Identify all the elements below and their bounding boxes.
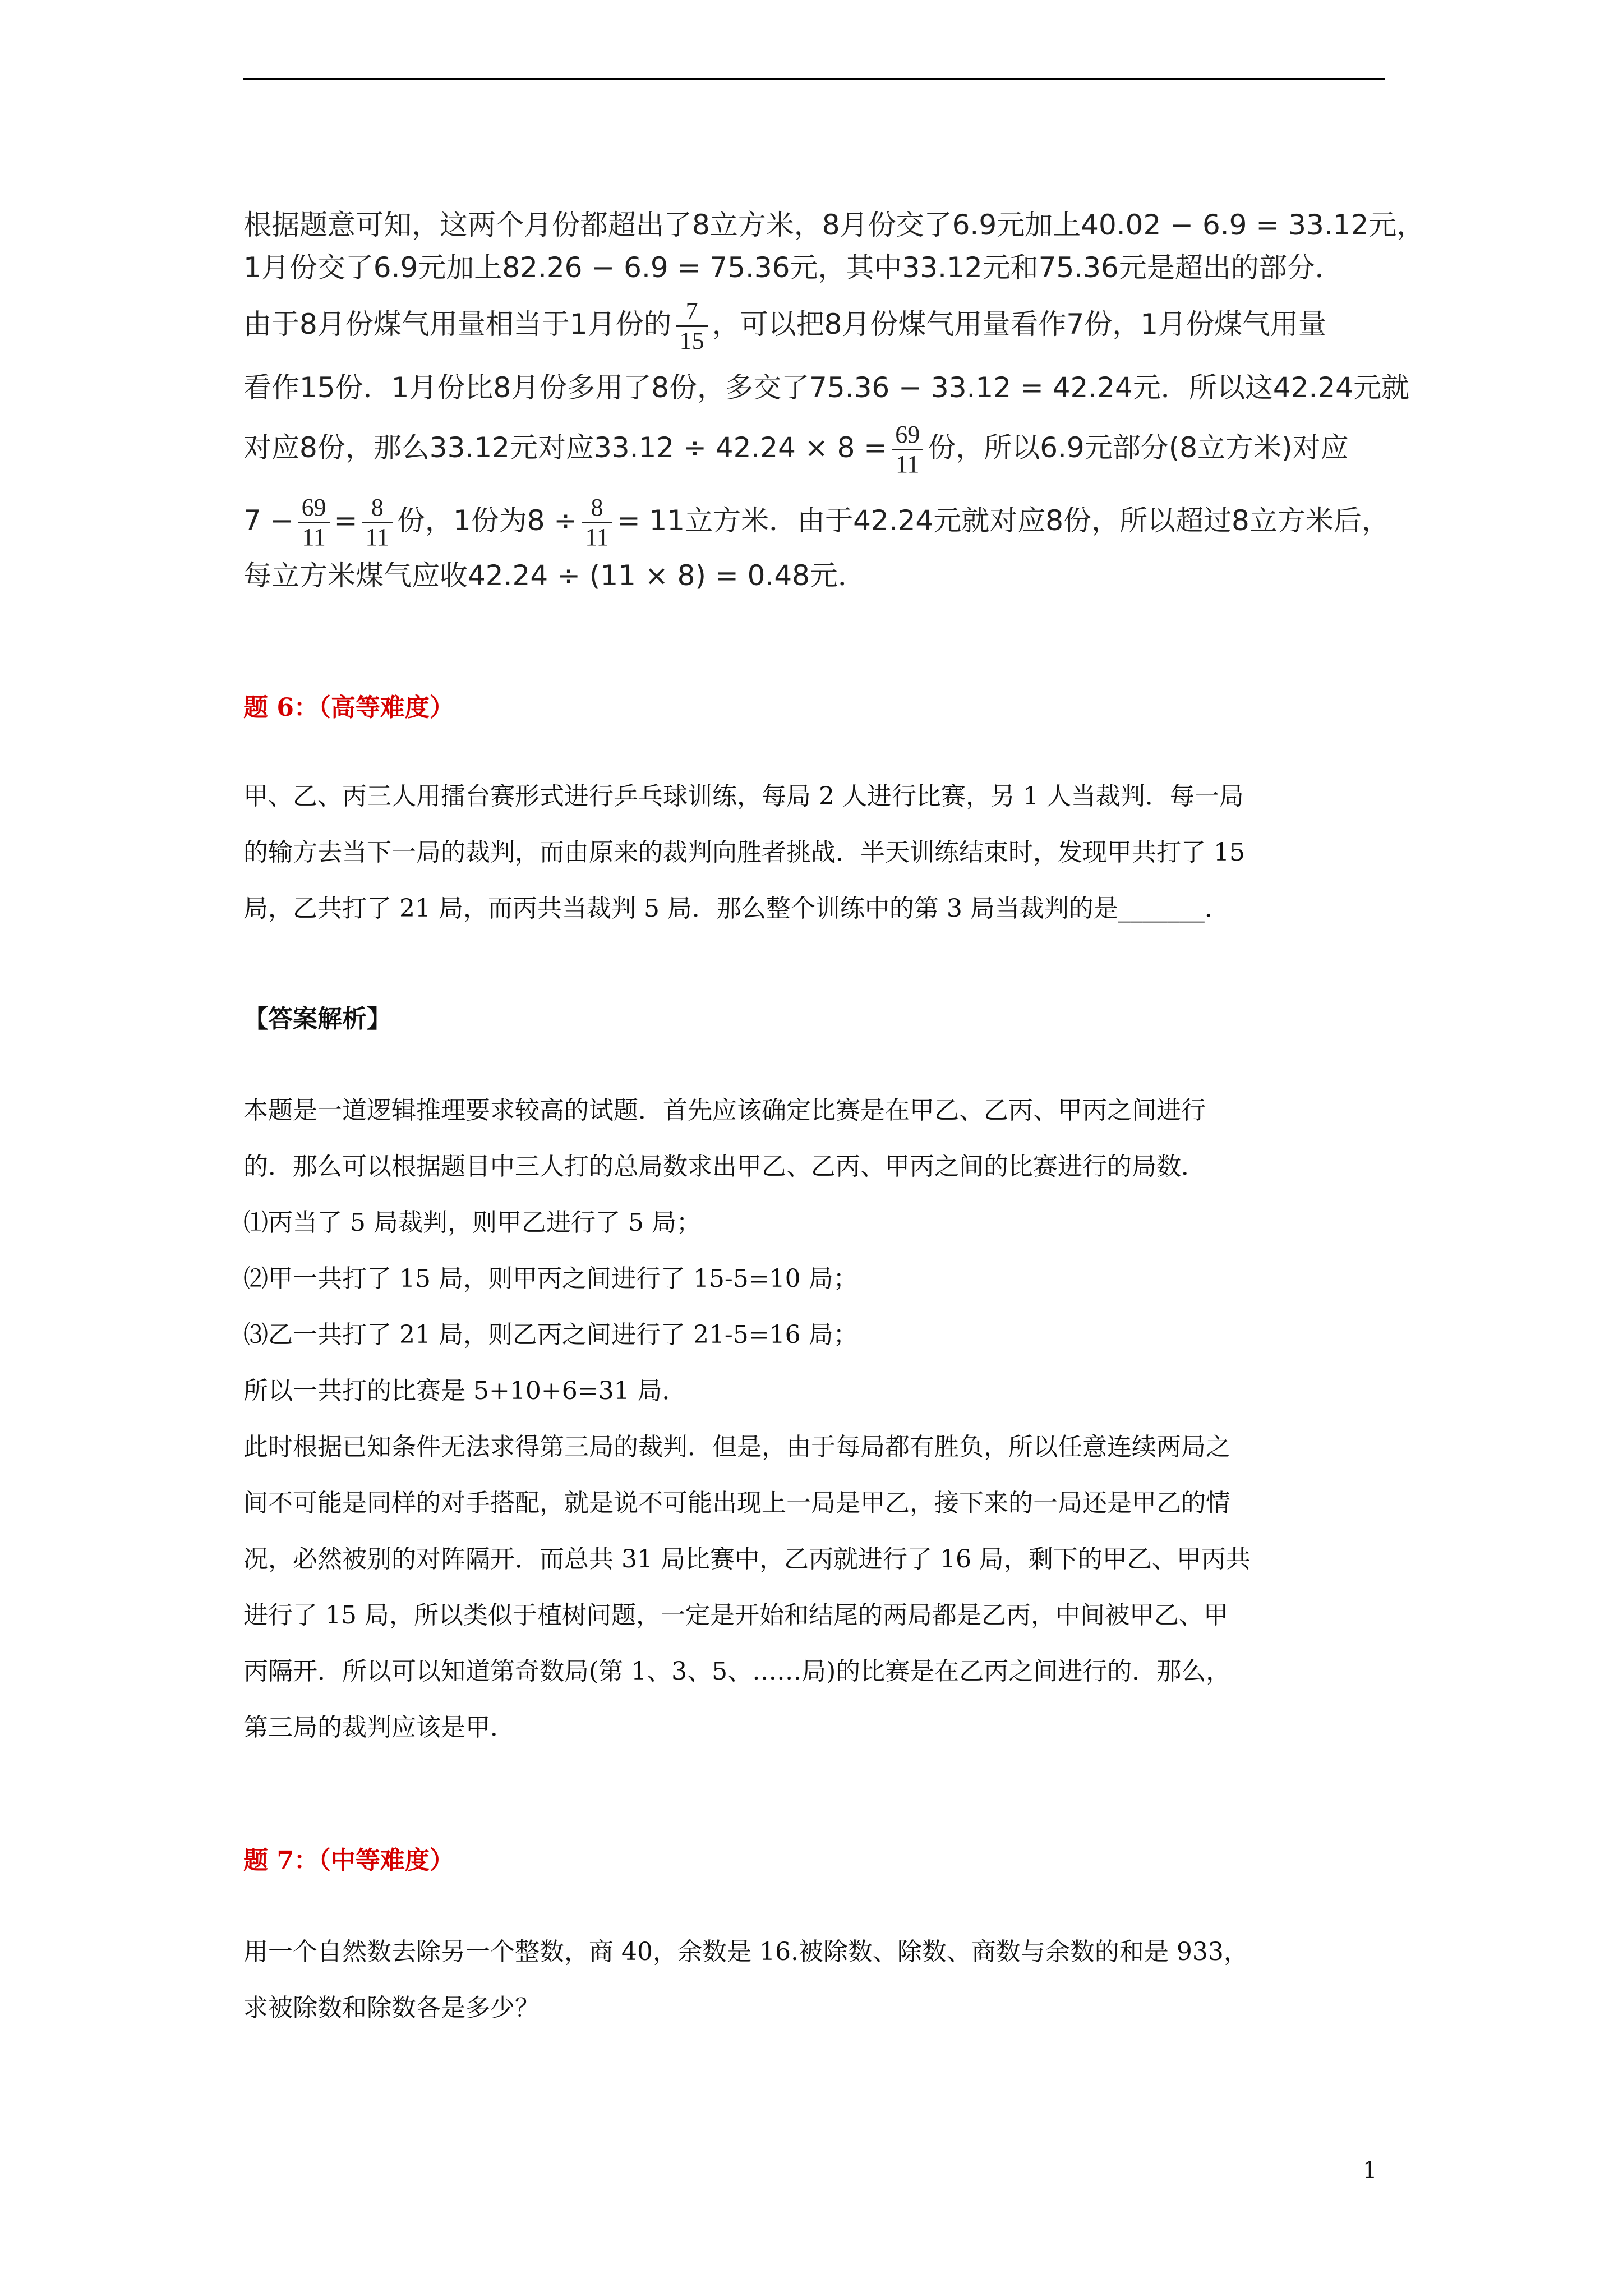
solution-line-3-text-b: ，可以把8月份煤气用量看作7份，1月份煤气用量	[712, 308, 1327, 341]
answer-analysis-label: 【答案解析】	[243, 1005, 391, 1033]
fraction-7-15	[676, 297, 708, 355]
answer-line: ⑴丙当了 5 局裁判，则甲乙进行了 5 局；	[243, 1208, 701, 1237]
question-6-line: 的输方去当下一局的裁判，而由原来的裁判向胜者挑战．半天训练结束时，发现甲共打了 15	[243, 838, 1245, 867]
fraction-numerator: 8	[582, 494, 612, 523]
question-7-heading: 题 7：（中等难度）	[243, 1846, 454, 1875]
answer-line: 进行了 15 局，所以类似于植树问题，一定是开始和结尾的两局都是乙丙，中间被甲乙、甲	[243, 1601, 1228, 1630]
solution-line-6-text-c: 份，1份为8 ÷	[396, 504, 578, 537]
answer-line: ⑶乙一共打了 21 局，则乙丙之间进行了 21-5=16 局；	[243, 1320, 858, 1349]
answer-line: 本题是一道逻辑推理要求较高的试题．首先应该确定比赛是在甲乙、乙丙、甲丙之间进行	[243, 1096, 1206, 1125]
question-6-body	[243, 769, 1387, 937]
fraction-denominator: 11	[365, 523, 389, 551]
answer-line: 丙隔开．所以可以知道第奇数局(第 1、3、5、……局)的比赛是在乙丙之间进行的．那么，	[243, 1657, 1231, 1686]
question-7-body	[243, 1924, 1387, 2036]
solution-line-6-text-d: = 11立方米．由于42.24元就对应8份，所以超过8立方米后，	[616, 504, 1390, 537]
solution-line-3-text-a: 由于8月份煤气用量相当于1月份的	[243, 308, 672, 341]
solution-line-2: 1月份交了6.9元加上82.26 − 6.9 = 75.36元，其中33.12元和75.36元是超出的部分．	[243, 251, 1343, 284]
fraction-numerator: 7	[676, 297, 708, 327]
question-6-answer	[243, 1083, 1387, 1756]
solution-line-4: 看作15份．1月份比8月份多用了8份，多交了75.36 − 33.12 = 42.24元．所以这42.24元就	[243, 371, 1409, 404]
fraction-69-11	[892, 421, 923, 478]
fraction-denominator: 11	[585, 523, 609, 551]
fraction-denominator: 11	[896, 450, 920, 478]
answer-line: ⑵甲一共打了 15 局，则甲丙之间进行了 15-5=10 局；	[243, 1264, 858, 1293]
fraction-numerator: 8	[362, 494, 393, 523]
solution-line-5-text-a: 对应8份，那么33.12元对应33.12 ÷ 42.24 × 8 =	[243, 431, 888, 464]
question-6-line: 局，乙共打了 21 局，而丙共当裁判 5 局．那么整个训练中的第 3 局当裁判的是_______．	[243, 894, 1229, 923]
solution-line-5-text-b: 份，所以6.9元部分(8立方米)对应	[928, 431, 1349, 464]
fraction-denominator: 15	[679, 327, 704, 355]
answer-line: 间不可能是同样的对手搭配，就是说不可能出现上一局是甲乙，接下来的一局还是甲乙的情	[243, 1489, 1230, 1517]
question-6-line: 甲、乙、丙三人用擂台赛形式进行乒乓球训练，每局 2 人进行比赛，另 1 人当裁判．每一局	[243, 782, 1244, 811]
question-7-line: 求被除数和除数各是多少？	[243, 1994, 540, 2022]
fraction-denominator: 11	[302, 523, 326, 551]
fraction-8-11	[362, 494, 393, 551]
answer-line: 第三局的裁判应该是甲．	[243, 1713, 515, 1742]
answer-line: 所以一共打的比赛是 5+10+6=31 局．	[243, 1377, 687, 1405]
fraction-numerator: 69	[298, 494, 330, 523]
page-number: 1	[1363, 2157, 1377, 2183]
solution-line-5	[243, 421, 1349, 478]
solution-line-7: 每立方米煤气应收42.24 ÷ (11 × 8) = 0.48元．	[243, 559, 866, 592]
solution-line-1: 根据题意可知，这两个月份都超出了8立方米，8月份交了6.9元加上40.02 − 6.9 = 33.12元，	[243, 209, 1425, 241]
answer-line: 此时根据已知条件无法求得第三局的裁判．但是，由于每局都有胜负，所以任意连续两局之	[243, 1433, 1230, 1461]
fraction-69-11	[298, 494, 330, 551]
solution-line-6-text-a: 7 −	[243, 504, 294, 537]
fraction-numerator: 69	[892, 421, 923, 450]
question-7-line: 用一个自然数去除另一个整数，商 40，余数是 16.被除数、除数、商数与余数的和是 933，	[243, 1938, 1248, 1966]
answer-line: 的．那么可以根据题目中三人打的总局数求出甲乙、乙丙、甲丙之间的比赛进行的局数．	[243, 1152, 1206, 1181]
answer-line: 况，必然被别的对阵隔开．而总共 31 局比赛中，乙丙就进行了 16 局，剩下的甲乙、甲丙共	[243, 1545, 1251, 1573]
solution-line-3	[243, 297, 1326, 355]
solution-line-6	[243, 494, 1390, 551]
fraction-8-11	[582, 494, 612, 551]
solution-line-6-text-b: =	[334, 504, 358, 537]
header-rule	[243, 78, 1385, 80]
question-6-heading: 题 6：（高等难度）	[243, 693, 454, 722]
